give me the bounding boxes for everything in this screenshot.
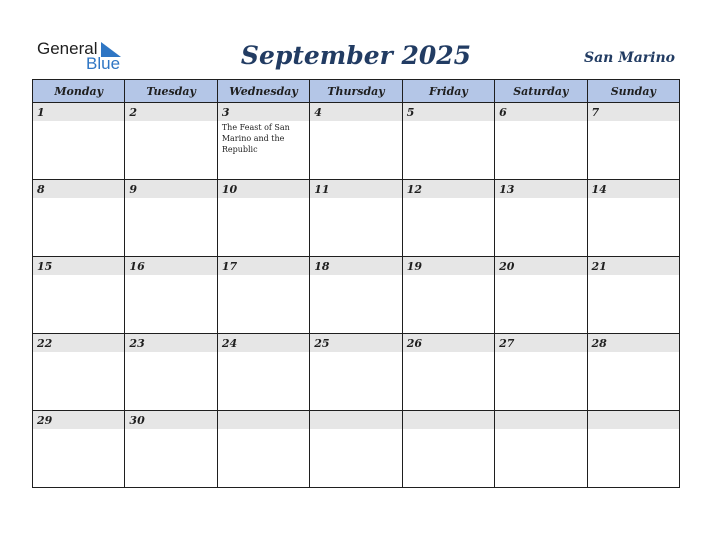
day-number: 14 — [591, 183, 607, 196]
day-cell — [587, 411, 679, 488]
day-cell — [125, 411, 217, 488]
day-number-bar — [125, 180, 216, 198]
day-cell — [587, 257, 679, 334]
day-cell — [33, 411, 125, 488]
day-cell — [33, 180, 125, 257]
weekday-tuesday: Tuesday — [125, 80, 217, 103]
weekday-saturday: Saturday — [495, 80, 587, 103]
logo-word-blue: Blue — [86, 54, 121, 73]
holiday-event: The Feast of San Marino and the Republic — [221, 123, 290, 154]
day-cell — [217, 411, 309, 488]
day-number: 6 — [499, 106, 507, 119]
day-number: 3 — [221, 106, 230, 119]
day-cell — [495, 103, 587, 180]
day-cell — [33, 257, 125, 334]
day-cell — [402, 334, 494, 411]
weekday-monday: Monday — [33, 80, 125, 103]
day-number: 10 — [221, 183, 238, 196]
day-cell — [217, 103, 309, 180]
day-number-bar — [495, 411, 586, 429]
week-row — [33, 257, 680, 334]
day-cell — [310, 334, 402, 411]
day-number: 29 — [37, 414, 53, 427]
day-number-bar — [218, 411, 309, 429]
day-number-bar — [310, 103, 401, 121]
logo-word-general: General — [37, 39, 98, 58]
day-number: 7 — [591, 106, 600, 119]
day-number-bar — [218, 103, 309, 121]
day-number-bar — [125, 103, 216, 121]
day-cell — [310, 411, 402, 488]
day-number-bar — [33, 180, 124, 198]
day-number: 28 — [591, 337, 607, 350]
day-number: 16 — [129, 260, 145, 273]
day-number: 17 — [221, 260, 238, 273]
day-cell — [402, 103, 494, 180]
day-number: 20 — [499, 260, 515, 273]
day-cell — [310, 180, 402, 257]
day-cell — [217, 334, 309, 411]
day-number: 18 — [314, 260, 330, 273]
day-number: 4 — [314, 106, 322, 119]
country-label: San Marino — [583, 50, 675, 66]
day-cell — [217, 257, 309, 334]
day-number: 11 — [314, 183, 330, 196]
day-number-bar — [495, 103, 586, 121]
day-cell — [402, 411, 494, 488]
day-cell — [495, 334, 587, 411]
day-number: 26 — [406, 337, 422, 350]
weekday-friday: Friday — [402, 80, 494, 103]
day-number: 1 — [37, 106, 45, 119]
calendar-title: September 2025 — [240, 41, 472, 70]
day-cell — [125, 103, 217, 180]
day-number-bar — [33, 103, 124, 121]
day-cell — [587, 334, 679, 411]
day-number: 25 — [314, 337, 330, 350]
week-row — [33, 411, 680, 488]
day-number: 5 — [406, 106, 415, 119]
day-number: 21 — [591, 260, 607, 273]
week-row — [33, 334, 680, 411]
week-row — [33, 103, 680, 180]
day-number: 23 — [129, 337, 145, 350]
day-cell — [33, 103, 125, 180]
day-cell — [402, 257, 494, 334]
day-cell — [125, 334, 217, 411]
week-row — [33, 180, 680, 257]
calendar-grid — [32, 79, 680, 488]
day-cell — [217, 180, 309, 257]
day-number-bar — [310, 411, 401, 429]
day-cell — [495, 257, 587, 334]
day-number: 15 — [37, 260, 53, 273]
day-number: 30 — [129, 414, 145, 427]
day-cell — [33, 334, 125, 411]
day-number: 27 — [499, 337, 515, 350]
day-cell — [495, 180, 587, 257]
weekday-wednesday: Wednesday — [217, 80, 309, 103]
weekday-header-row — [33, 80, 680, 103]
day-cell — [495, 411, 587, 488]
day-number: 2 — [129, 106, 138, 119]
day-number: 12 — [406, 183, 422, 196]
day-cell — [310, 103, 402, 180]
day-cell — [310, 257, 402, 334]
day-cell — [587, 103, 679, 180]
day-number-bar — [403, 103, 494, 121]
day-cell — [125, 180, 217, 257]
day-number: 22 — [37, 337, 53, 350]
day-number: 13 — [499, 183, 515, 196]
day-number: 8 — [37, 183, 45, 196]
day-number-bar — [403, 411, 494, 429]
weekday-thursday: Thursday — [310, 80, 402, 103]
day-number-bar — [588, 103, 679, 121]
weekday-sunday: Sunday — [587, 80, 679, 103]
day-cell — [587, 180, 679, 257]
day-number: 19 — [406, 260, 422, 273]
day-cell — [125, 257, 217, 334]
day-number: 9 — [129, 183, 138, 196]
day-number-bar — [588, 411, 679, 429]
day-number: 24 — [221, 337, 238, 350]
day-cell — [402, 180, 494, 257]
